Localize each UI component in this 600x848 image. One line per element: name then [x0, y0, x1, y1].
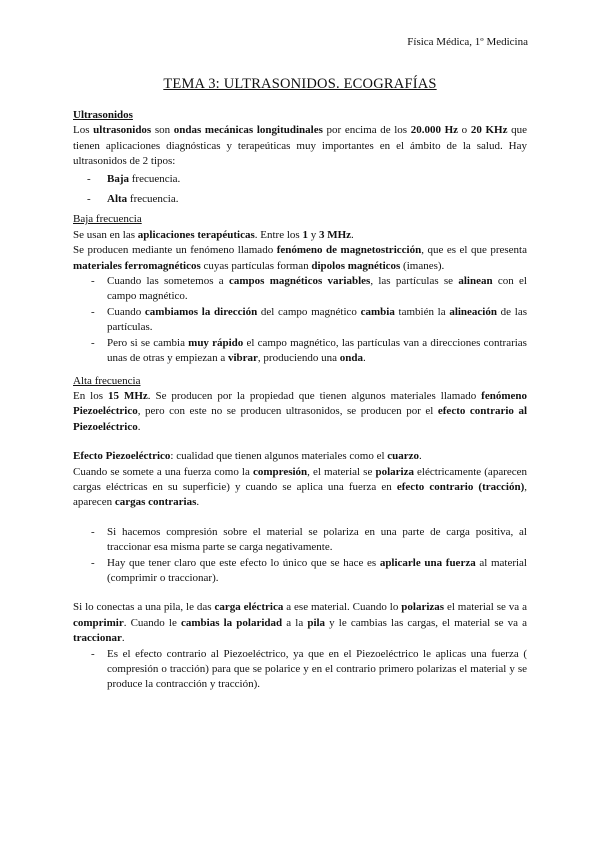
paragraph-baja-magnetostriccion: Se producen mediante un fenómeno llamado fenómeno de magnetostricción, que es el que presenta materiales ferromagnéticos cuyas partículas forman dipolos magnéticos (imanes). — [73, 244, 527, 272]
list-item: - Baja frecuencia. — [73, 172, 527, 187]
list-baja-items — [73, 274, 527, 366]
list-item: - Alta frecuencia. — [73, 192, 527, 207]
page-header: Física Médica, 1º Medicina — [407, 36, 528, 48]
list-item: - Si hacemos compresión sobre el material se polariza en una parte de carga positiva, al traccionar esa misma parte se carga negativamente. — [73, 525, 527, 556]
list-item: - Hay que tener claro que este efecto lo único que se hace es aplicarle una fuerza al material (comprimir o traccionar). — [73, 556, 527, 587]
list-efecto-items — [73, 525, 527, 587]
list-pila-items — [73, 647, 527, 693]
paragraph-efecto-definition: Efecto Piezoeléctrico: cualidad que tienen algunos materiales como el cuarzo. — [73, 450, 422, 463]
list-item: - Cuando cambiamos la dirección del campo magnético cambia también la alineación de las partículas. — [73, 305, 527, 336]
paragraph-pila: Si lo conectas a una pila, le das carga eléctrica a ese material. Cuando lo polarizas el material se va a comprimir. Cuando le cambias la polaridad a la pila y le cambias las cargas, el material se va a traccionar. — [73, 601, 528, 645]
paragraph-ultrasonidos-intro: Los ultrasonidos son ondas mecánicas longitudinales por encima de los 20.000 Hz o 20 KHz que tienen aplicaciones diagnósticas y terapeúticas muy importantes en el ámbito de la salud. Hay ultrasonidos de 2 tipos: — [73, 124, 527, 168]
section-heading-ultrasonidos: Ultrasonidos — [73, 109, 133, 121]
section-heading-alta: Alta frecuencia — [73, 374, 141, 387]
list-item: - Pero si se cambia muy rápido el campo magnético, las partículas van a direcciones contrarias unas de otras y empiezan a vibrar, produciendo una onda. — [73, 336, 527, 367]
document-body — [73, 108, 527, 693]
section-heading-baja: Baja frecuencia — [73, 213, 142, 226]
list-item: - Es el efecto contrario al Piezoeléctrico, ya que en el Piezoeléctrico le aplicas una fuerza ( compresión o tracción) para que se polarice y en el contrario primero polarizas el material y se produce la contracción y tracción). — [73, 647, 527, 693]
list-item: - Cuando las sometemos a campos magnéticos variables, las partículas se alinean con el campo magnético. — [73, 274, 527, 305]
list-ultrasound-types — [73, 172, 527, 208]
page-title: TEMA 3: ULTRASONIDOS. ECOGRAFÍAS — [163, 76, 437, 92]
paragraph-efecto-compression: Cuando se somete a una fuerza como la compresión, el material se polariza eléctricamente (aparecen cargas eléctricas en su superficie) y cuando se aplica una fuerza en efecto contrario (tracción), aparecen cargas contrarias. — [73, 465, 528, 509]
paragraph-baja-uses: Se usan en las aplicaciones terapéuticas. Entre los 1 y 3 MHz. — [73, 228, 354, 241]
paragraph-alta: En los 15 MHz. Se producen por la propiedad que tienen algunos materiales llamado fenómeno Piezoeléctrico, pero con este no se producen ultrasonidos, se producen por el efecto contrario al Piezoeléctrico. — [73, 389, 527, 433]
